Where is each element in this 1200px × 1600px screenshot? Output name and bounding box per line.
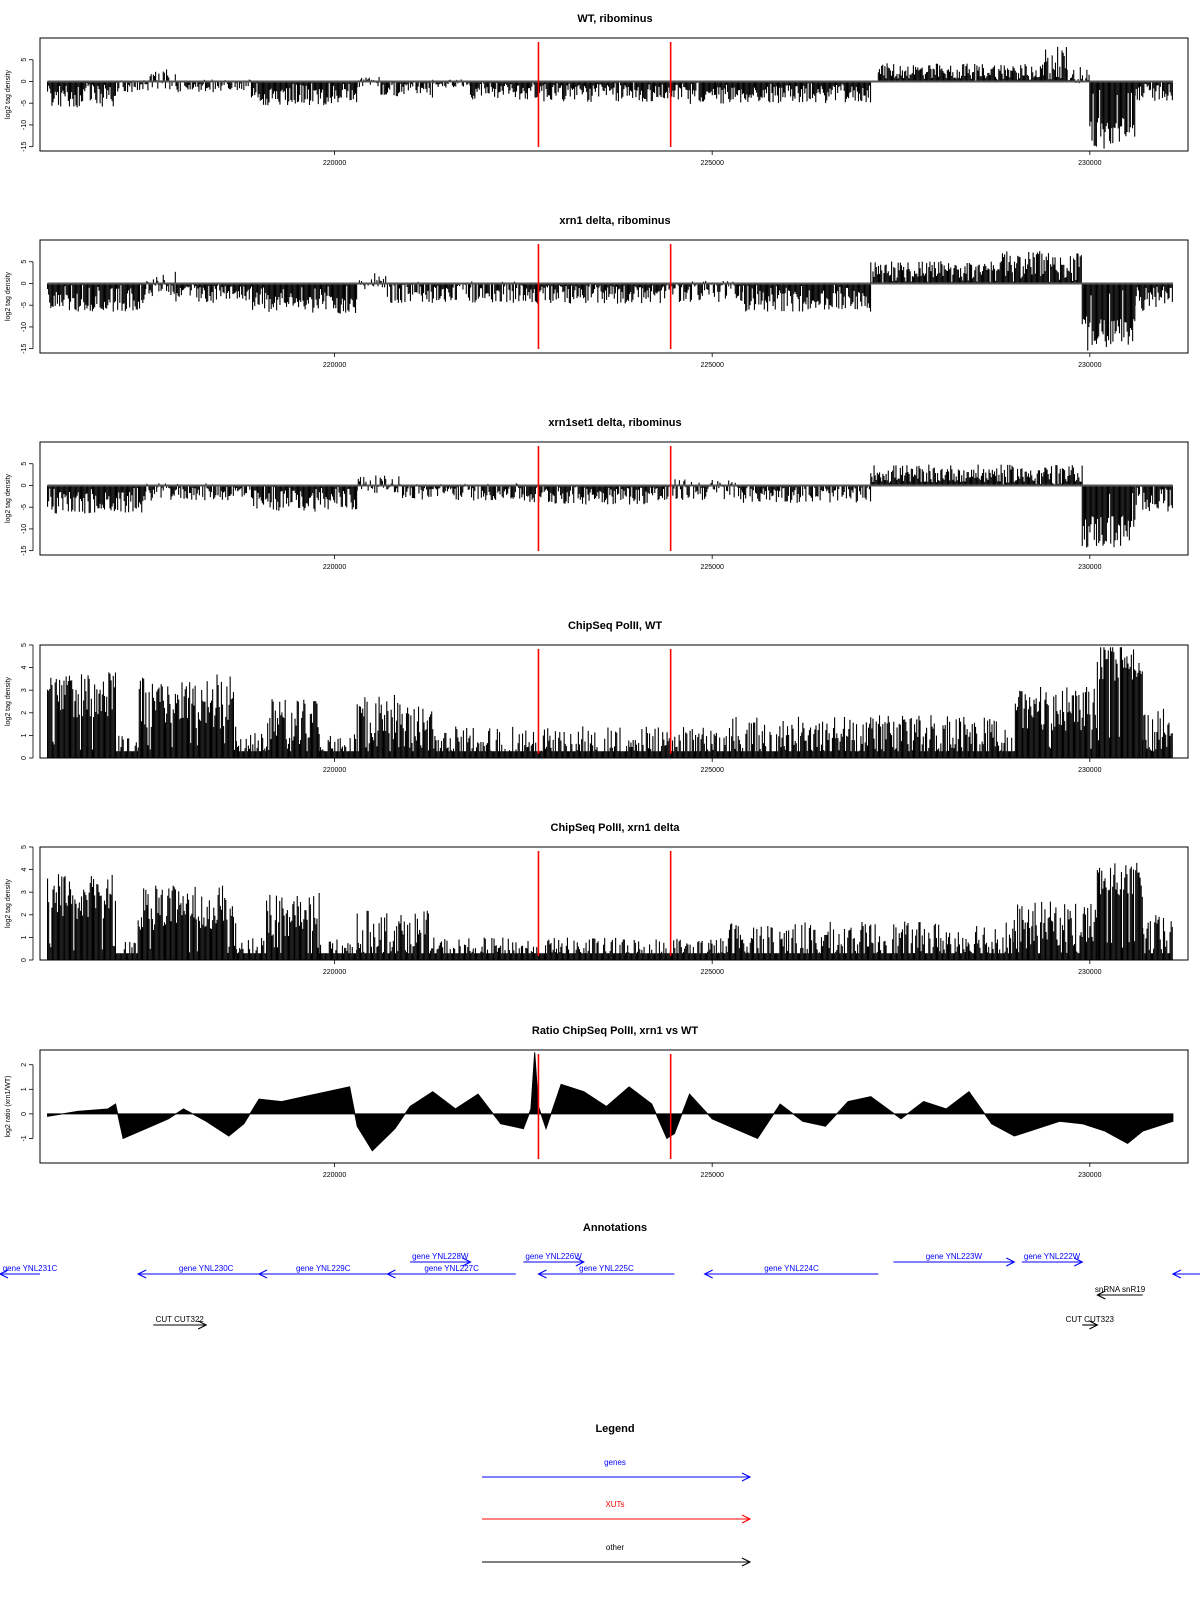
x-tick-label: 230000: [1078, 564, 1102, 571]
y-tick-label: 5: [21, 643, 28, 647]
y-tick-label: 3: [21, 688, 28, 693]
panel-title: ChipSeq PolII, WT: [567, 620, 663, 632]
y-tick-label: -5: [21, 302, 28, 309]
x-axis: [323, 151, 1102, 167]
y-axis: [5, 260, 33, 354]
panel-2: [5, 215, 1188, 369]
x-tick-label: 230000: [1078, 160, 1102, 167]
y-tick-label: 0: [21, 756, 28, 760]
x-tick-label: 220000: [322, 362, 347, 369]
y-tick-label: -10: [21, 321, 28, 332]
panel-title: ChipSeq PolII, xrn1 delta: [550, 822, 680, 834]
y-tick-label: 5: [21, 57, 28, 62]
x-tick-label: 225000: [700, 767, 724, 774]
y-tick-label: -10: [21, 119, 28, 130]
y-tick-label: 2: [21, 710, 28, 715]
x-tick-label: 220000: [322, 160, 347, 167]
y-tick-label: 5: [21, 259, 28, 264]
y-tick-label: 0: [21, 281, 28, 286]
data-marks: [48, 465, 1173, 548]
y-axis-label: log2 tag density: [5, 271, 12, 322]
plot-frame: [40, 442, 1188, 555]
y-axis-label: log2 tag density: [5, 69, 12, 120]
x-axis: [323, 555, 1102, 571]
y-tick-label: 1: [21, 733, 28, 738]
y-axis-label: log2 tag density: [5, 676, 12, 727]
panel-title: xrn1 delta, ribominus: [559, 215, 671, 227]
y-tick-label: -15: [21, 141, 28, 152]
panel-4: [5, 620, 1188, 774]
data-marks: [48, 863, 1173, 960]
y-tick-label: -15: [21, 343, 28, 354]
panel-1: [5, 13, 1188, 167]
y-tick-label: 0: [21, 79, 28, 84]
y-axis: [5, 58, 33, 152]
y-tick-label: -15: [21, 545, 28, 556]
y-tick-label: 5: [21, 461, 28, 466]
y-axis-label: log2 tag density: [5, 473, 12, 524]
data-marks: [48, 47, 1173, 149]
data-marks: [48, 251, 1173, 350]
x-tick-label: 225000: [700, 564, 724, 571]
data-marks: [48, 647, 1173, 758]
y-tick-label: -5: [21, 504, 28, 511]
panel-3: [5, 417, 1188, 571]
x-axis: [323, 353, 1102, 369]
x-tick-label: 225000: [700, 362, 724, 369]
y-tick-label: -10: [21, 523, 28, 534]
x-tick-label: 230000: [1078, 362, 1102, 369]
y-axis: [5, 643, 33, 760]
plot-frame: [40, 38, 1188, 151]
panel-title: WT, ribominus: [577, 13, 653, 25]
panel-title: xrn1set1 delta, ribominus: [548, 417, 682, 429]
x-axis: [323, 758, 1102, 774]
y-tick-label: 4: [21, 665, 28, 670]
y-tick-label: 0: [21, 483, 28, 488]
x-tick-label: 220000: [322, 564, 347, 571]
x-tick-label: 225000: [700, 160, 724, 167]
y-axis: [5, 462, 33, 556]
x-tick-label: 220000: [322, 767, 347, 774]
y-tick-label: -5: [21, 100, 28, 107]
x-tick-label: 230000: [1078, 767, 1102, 774]
panel-5: [5, 822, 1188, 976]
